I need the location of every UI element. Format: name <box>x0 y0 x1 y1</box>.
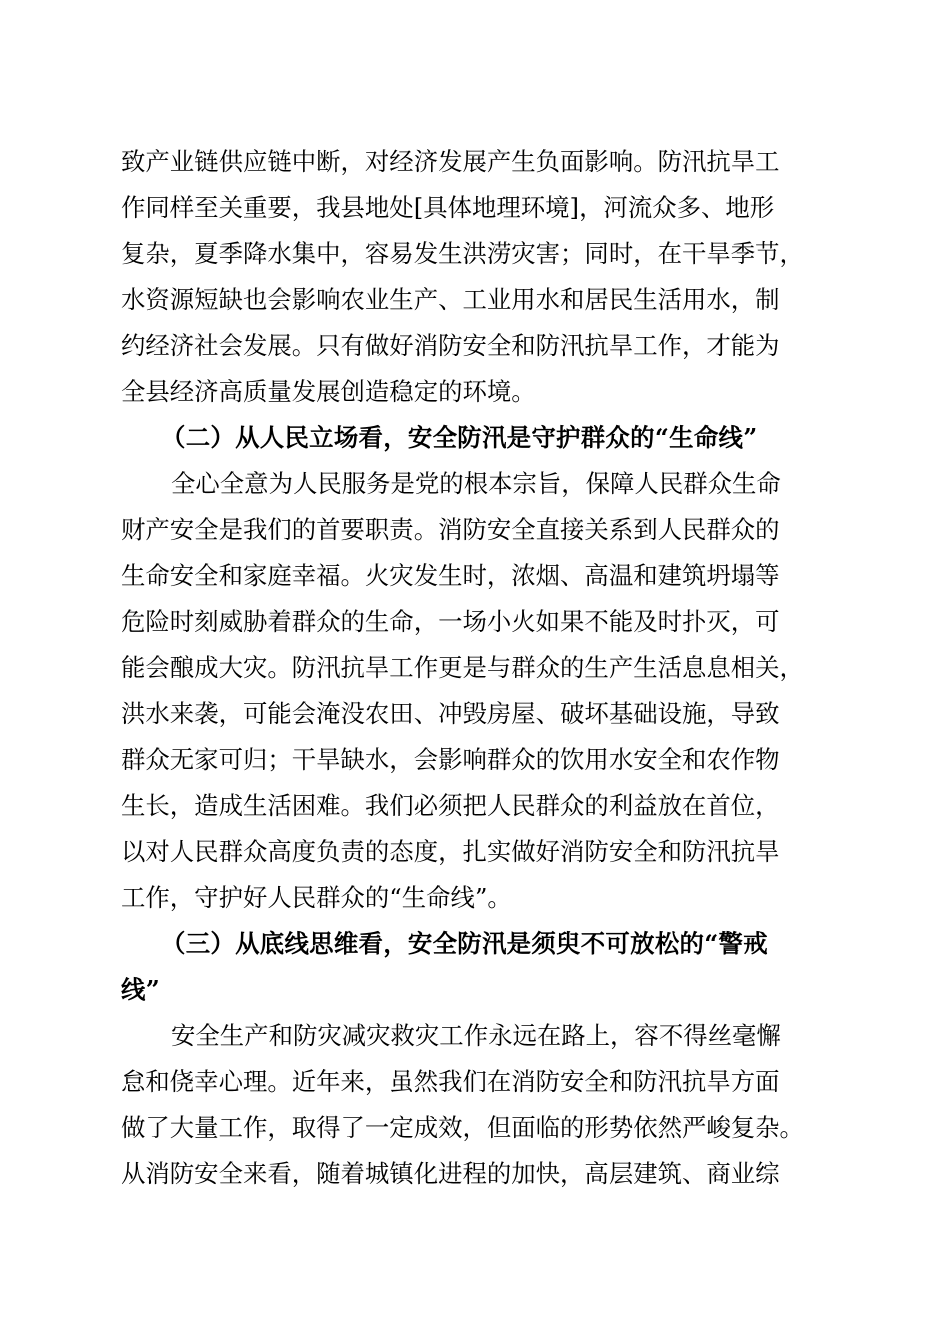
body-text-line: 洪水来袭，可能会淹没农田、冲毁房屋、破坏基础设施，导致 <box>121 699 780 728</box>
body-text-line: 做了大量工作，取得了一定成效，但面临的形势依然严峻复杂。 <box>121 1113 804 1142</box>
paragraph-first-line: 全心全意为人民服务是党的根本宗旨，保障人民群众生命 <box>171 469 781 498</box>
body-text-line: 生命安全和家庭幸福。火灾发生时，浓烟、高温和建筑坍塌等 <box>121 561 780 590</box>
body-text-line: 复杂，夏季降水集中，容易发生洪涝灾害；同时，在干旱季节， <box>121 239 804 268</box>
body-text-line: 群众无家可归；干旱缺水，会影响群众的饮用水安全和农作物 <box>121 745 780 774</box>
body-text-line: 约经济社会发展。只有做好消防安全和防汛抗旱工作，才能为 <box>121 331 780 360</box>
body-text-line: 财产安全是我们的首要职责。消防安全直接关系到人民群众的 <box>121 515 780 544</box>
body-text-line: 全县经济高质量发展创造稳定的环境。 <box>121 377 536 406</box>
body-text-line: 生长，造成生活困难。我们必须把人民群众的利益放在首位， <box>121 791 780 820</box>
body-text-line: 从消防安全来看，随着城镇化进程的加快，高层建筑、商业综 <box>121 1159 780 1188</box>
body-text-line: 水资源短缺也会影响农业生产、工业用水和居民生活用水，制 <box>121 285 780 314</box>
body-text-line: 工作，守护好人民群众的“生命线”。 <box>121 883 512 912</box>
body-text-line: 能会酿成大灾。防汛抗旱工作更是与群众的生产生活息息相关， <box>121 653 804 682</box>
body-text-line: 作同样至关重要，我县地处[具体地理环境]，河流众多、地形 <box>121 193 775 222</box>
section-heading-3-continued: 线” <box>121 975 161 1004</box>
section-heading-2: （二）从人民立场看，安全防汛是守护群众的“生命线” <box>161 423 758 452</box>
body-text-line: 危险时刻威胁着群众的生命，一场小火如果不能及时扑灭，可 <box>121 607 780 636</box>
body-text-line: 致产业链供应链中断，对经济发展产生负面影响。防汛抗旱工 <box>121 147 780 176</box>
body-text-line: 怠和侥幸心理。近年来，虽然我们在消防安全和防汛抗旱方面 <box>121 1067 780 1096</box>
paragraph-first-line: 安全生产和防灾减灾救灾工作永远在路上，容不得丝毫懈 <box>171 1021 781 1050</box>
body-text-line: 以对人民群众高度负责的态度，扎实做好消防安全和防汛抗旱 <box>121 837 780 866</box>
section-heading-3: （三）从底线思维看，安全防汛是须臾不可放松的“警戒 <box>161 929 768 958</box>
